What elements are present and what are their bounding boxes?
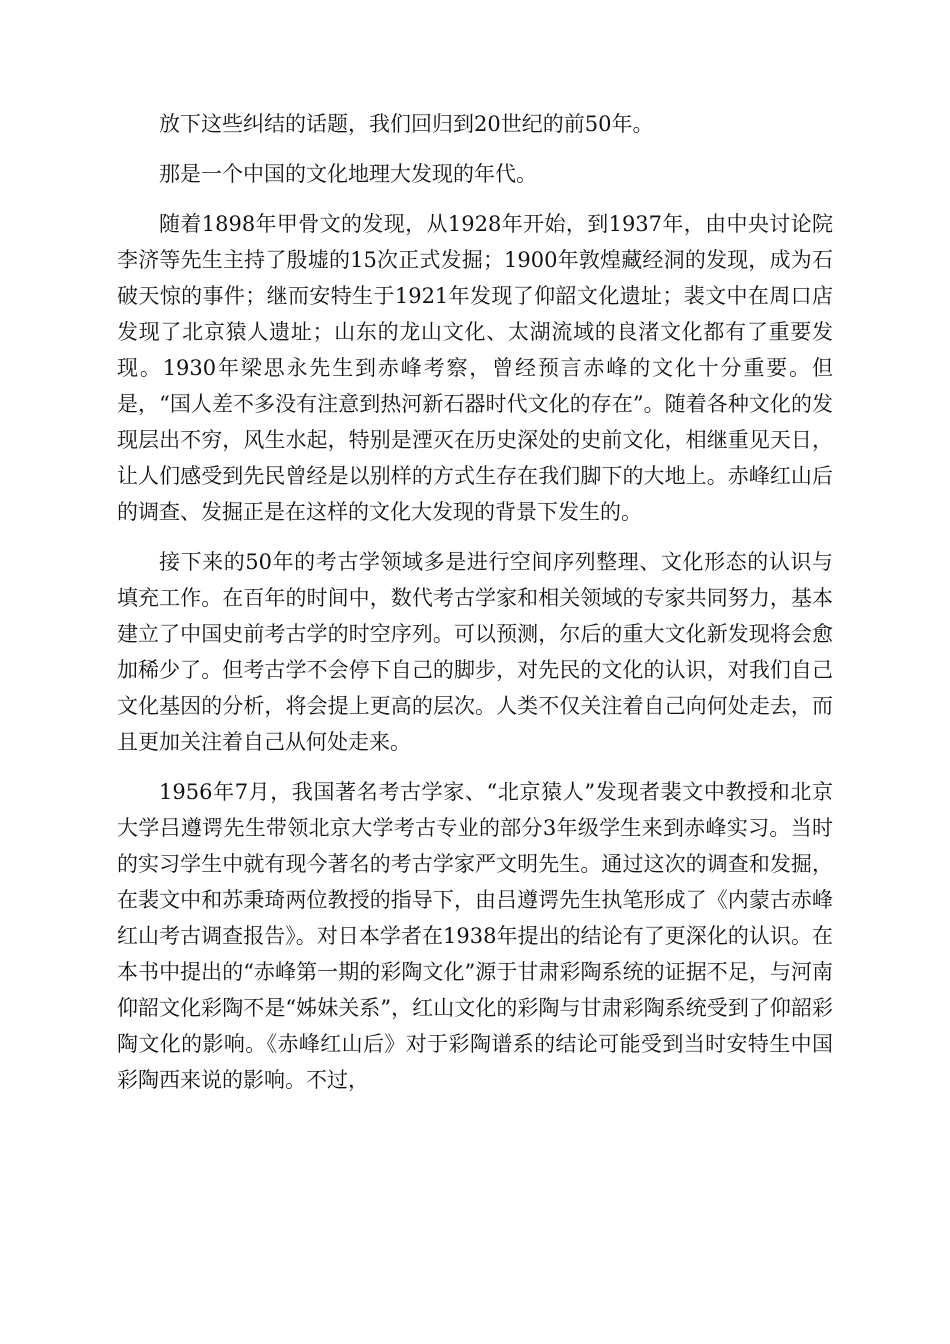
paragraph-1: 放下这些纠结的话题，我们回归到20世纪的前50年。 (159, 112, 654, 136)
paragraph-3: 随着1898年甲骨文的发现，从1928年开始，到1937年，由中央讨论院李济等先生主持了殷墟的15次正式发掘；1900年敦煌藏经洞的发现，成为石破天惊的事件；继而安特生于1921年发现了仰韶文化遗址；裴文中在周口店发现了北京猿人遗址；山东的龙山文化、太湖流域的良渚文化都有了重要发现。1930年梁思永先生到赤峰考察，曾经预言赤峰的文化十分重要。但是，“国人差不多没有注意到热河新石器时代文化的存在”。随着各种文化的发现层出不穷，风生水起，特别是湮灭在历史深处的史前文化，相继重见天日，让人们感受到先民曾经是以别样的方式生存在我们脚下的大地上。赤峰红山后的调查、发掘正是在这样的文化大发现的背景下发生的。 (117, 212, 833, 524)
paragraph-2: 那是一个中国的文化地理大发现的年代。 (159, 162, 537, 186)
paragraph-5: 1956年7月，我国著名考古学家、“北京猿人”发现者裴文中教授和北京大学吕遵谔先生带领北京大学考古专业的部分3年级学生来到赤峰实习。当时的实习学生中就有现今著名的考古学家严文明先生。通过这次的调查和发掘，在裴文中和苏秉琦两位教授的指导下，由吕遵谔先生执笔形成了《内蒙古赤峰红山考古调查报告》。对日本学者在1938年提出的结论有了更深化的认识。在本书中提出的“赤峰第一期的彩陶文化”源于甘肃彩陶系统的证据不足，与河南仰韶文化彩陶不是“姊妹关系”，红山文化的彩陶与甘肃彩陶系统受到了仰韶彩陶文化的影响。《赤峰红山后》对于彩陶谱系的结论可能受到当时安特生中国彩陶西来说的影响。不过， (117, 780, 833, 1092)
document-body (117, 106, 833, 1098)
paragraph-4: 接下来的50年的考古学领域多是进行空间序列整理、文化形态的认识与填充工作。在百年的时间中，数代考古学家和相关领域的专家共同努力，基本建立了中国史前考古学的时空序列。可以预测，尔后的重大文化新发现将会愈加稀少了。但考古学不会停下自己的脚步，对先民的文化的认识，对我们自己文化基因的分析，将会提上更高的层次。人类不仅关注着自己向何处走去，而且更加关注着自己从何处走来。 (117, 550, 833, 754)
